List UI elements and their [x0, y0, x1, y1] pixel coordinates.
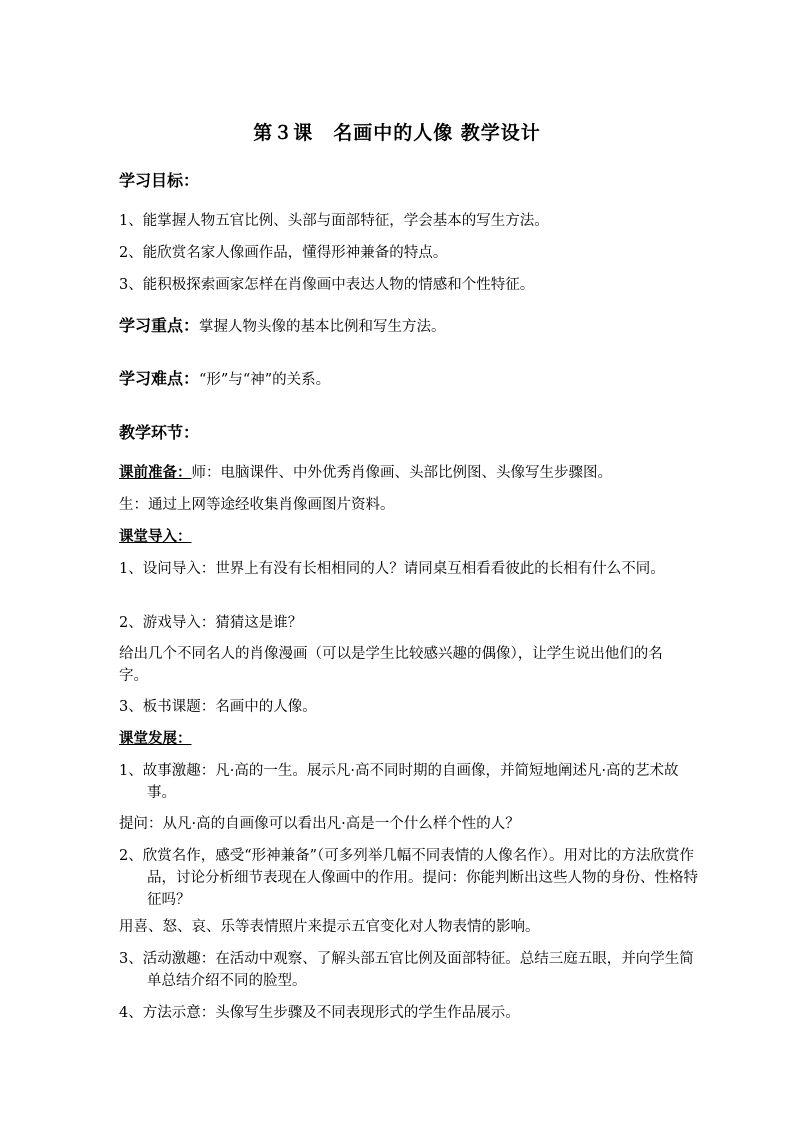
goal-item: 1、能掌握人物五官比例、头部与面部特征，学会基本的写生方法。	[119, 213, 549, 229]
difficulty-label: 学习难点：	[119, 369, 200, 388]
intro-item: 给出几个不同名人的肖像漫画（可以是学生比较感兴趣的偶像），让学生说出他们的名字。	[119, 646, 663, 684]
prep-teacher-line	[119, 462, 699, 484]
intro-item: 3、板书课题：名画中的人像。	[119, 699, 317, 715]
dev-label: 课堂发展：	[119, 731, 192, 747]
dev-item: 2、欣赏名作，感受“形神兼备”（可多列举几幅不同表情的人像名作）。用对比的方法欣赏作品，讨论分析细节表现在人像画中的作用。提问：你能判断出这些人物的身份、性格特征吗？	[119, 848, 698, 908]
dev-item: 4、方法示意：头像写生步骤及不同表现形式的学生作品展示。	[119, 1005, 520, 1021]
dev-item: 3、活动激趣：在活动中观察、了解头部五官比例及面部特征。总结三庭五眼，并向学生简单总结介绍不同的脸型。	[119, 951, 694, 989]
key-point	[119, 315, 699, 338]
goal-item: 3、能积极探索画家怎样在肖像画中表达人物的情感和个性特征。	[119, 277, 535, 293]
goal-item: 2、能欣赏名家人像画作品，懂得形神兼备的特点。	[119, 245, 448, 261]
intro-label: 课堂导入：	[119, 529, 192, 545]
prep-label: 课前准备：	[119, 465, 192, 481]
intro-item: 1、设问导入：世界上有没有长相相同的人？请同桌互相看看彼此的长相有什么不同。	[119, 561, 665, 577]
document-title: 第３课 名画中的人像 教学设计	[253, 122, 541, 144]
goals-heading: 学习目标：	[119, 171, 200, 190]
key-point-label: 学习重点：	[119, 316, 200, 335]
steps-heading: 教学环节：	[119, 423, 200, 442]
prep-student-line: 生：通过上网等途经收集肖像画图片资料。	[119, 497, 395, 513]
intro-item: 2、游戏导入：猜猜这是谁？	[119, 615, 303, 631]
difficulty-point	[119, 368, 699, 391]
key-point-text: 掌握人物头像的基本比例和写生方法。	[199, 319, 446, 335]
intro-heading	[119, 526, 699, 548]
prep-teacher-text: 师：电脑课件、中外优秀肖像画、头部比例图、头像写生步骤图。	[191, 465, 612, 481]
difficulty-text: “形”与“神”的关系。	[199, 372, 331, 388]
dev-item: 用喜、怒、哀、乐等表情照片来提示五官变化对人物表情的影响。	[119, 919, 540, 935]
dev-heading	[119, 728, 699, 750]
dev-item: 1、故事激趣：凡·高的一生。展示凡·高不同时期的自画像，并简短地阐述凡·高的艺术故事。	[119, 763, 679, 801]
dev-item: 提问：从凡·高的自画像可以看出凡·高是一个什么样个性的人？	[119, 816, 520, 832]
